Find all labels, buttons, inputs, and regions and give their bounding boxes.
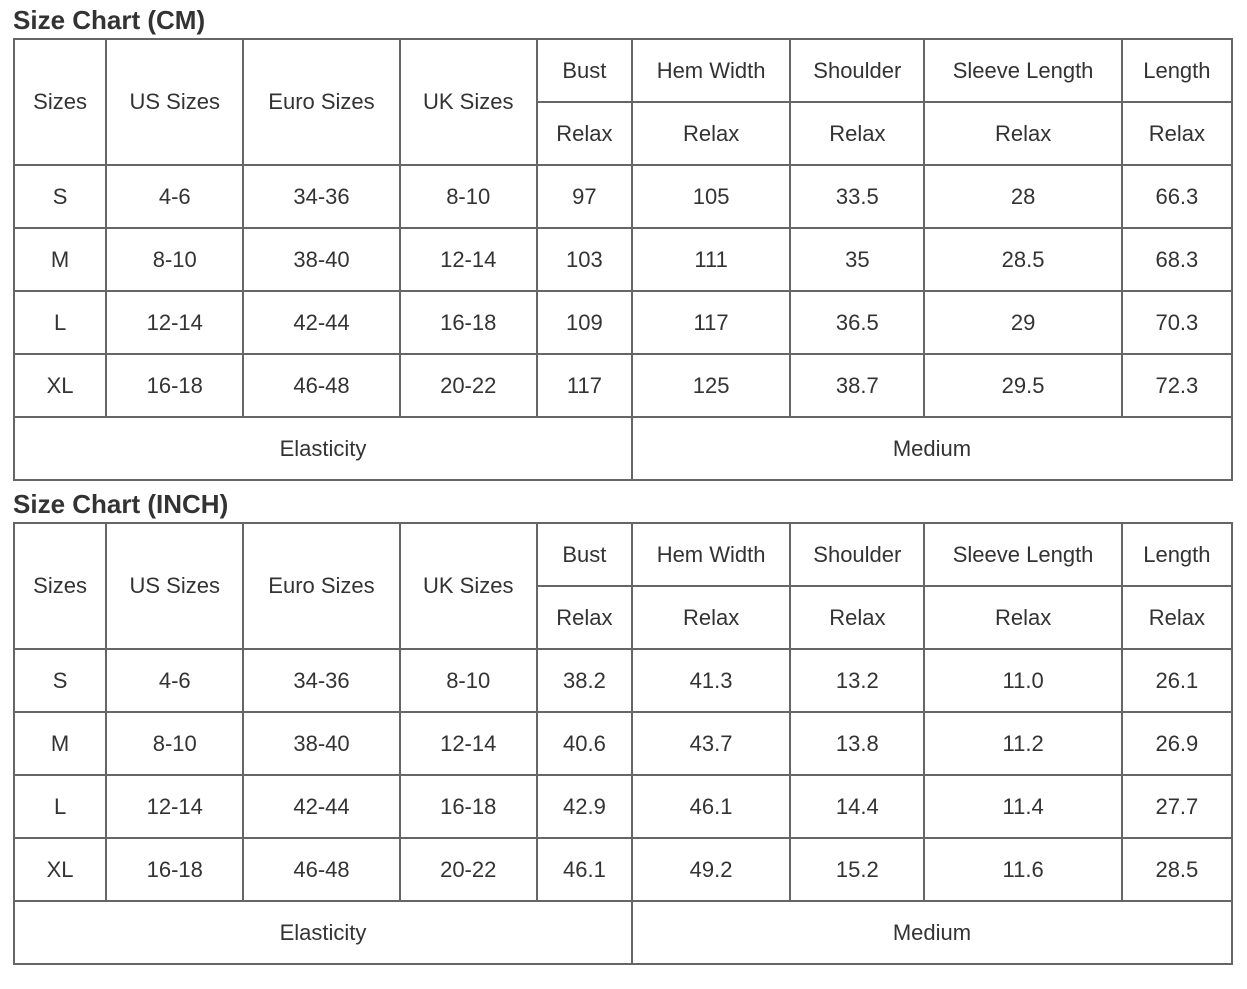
header-sizes: Sizes [15,40,105,164]
header-length: Length [1123,524,1231,585]
table-footer-row [15,418,1231,479]
elasticity-value: Medium [633,902,1231,963]
header-sleeve-length: Sleeve Length [925,40,1120,101]
table-cell: 42-44 [244,776,398,837]
table-cell: 38.7 [791,355,923,416]
subheader-relax: Relax [1123,103,1231,164]
table-cell: 8-10 [107,229,242,290]
subheader-relax: Relax [633,103,789,164]
table-cell: 33.5 [791,166,923,227]
table-cell: 34-36 [244,166,398,227]
table-cell: 38-40 [244,229,398,290]
table-cell: 34-36 [244,650,398,711]
table-cell: 117 [633,292,789,353]
subheader-relax: Relax [791,103,923,164]
table-cell: L [15,776,105,837]
table-cell: 11.0 [925,650,1120,711]
table-cell: 16-18 [107,839,242,900]
table-cell: 27.7 [1123,776,1231,837]
table-cell: S [15,650,105,711]
table-cell: 49.2 [633,839,789,900]
table-cell: 8-10 [401,166,536,227]
header-shoulder: Shoulder [791,524,923,585]
table-row [15,292,1231,353]
size-chart-cm-title: Size Chart (CM) [13,5,206,35]
table-cell: 35 [791,229,923,290]
table-cell: 11.2 [925,713,1120,774]
table-row [15,166,1231,227]
table-header-row [15,524,1231,585]
table-cell: 16-18 [107,355,242,416]
table-cell: 12-14 [401,713,536,774]
table-cell: 26.9 [1123,713,1231,774]
header-sleeve-length: Sleeve Length [925,524,1120,585]
size-chart-inch-table [13,522,1233,965]
size-chart-inch-title: Size Chart (INCH) [13,489,229,519]
elasticity-label: Elasticity [15,902,631,963]
table-cell: 70.3 [1123,292,1231,353]
table-cell: 8-10 [107,713,242,774]
table-row [15,355,1231,416]
subheader-relax: Relax [1123,587,1231,648]
table-cell: 4-6 [107,650,242,711]
table-row [15,650,1231,711]
table-cell: 38-40 [244,713,398,774]
table-cell: 12-14 [107,776,242,837]
header-hem-width: Hem Width [633,40,789,101]
table-cell: 36.5 [791,292,923,353]
table-cell: 16-18 [401,292,536,353]
header-euro-sizes: Euro Sizes [244,40,398,164]
table-cell: 14.4 [791,776,923,837]
subheader-relax: Relax [925,587,1120,648]
table-cell: 125 [633,355,789,416]
table-cell: 41.3 [633,650,789,711]
table-cell: 111 [633,229,789,290]
header-euro-sizes: Euro Sizes [244,524,398,648]
elasticity-label: Elasticity [15,418,631,479]
subheader-relax: Relax [925,103,1120,164]
header-length: Length [1123,40,1231,101]
table-cell: 8-10 [401,650,536,711]
table-cell: 109 [538,292,631,353]
table-cell: 29.5 [925,355,1120,416]
table-cell: 28 [925,166,1120,227]
table-row [15,229,1231,290]
table-row [15,713,1231,774]
table-cell: 4-6 [107,166,242,227]
table-cell: 20-22 [401,839,536,900]
table-cell: 11.6 [925,839,1120,900]
header-bust: Bust [538,524,631,585]
table-cell: 46.1 [538,839,631,900]
table-cell: 117 [538,355,631,416]
table-cell: 46-48 [244,839,398,900]
table-cell: M [15,229,105,290]
table-cell: 68.3 [1123,229,1231,290]
size-chart-cm-table [13,38,1233,481]
table-row [15,839,1231,900]
table-cell: 46.1 [633,776,789,837]
table-cell: L [15,292,105,353]
table-cell: 11.4 [925,776,1120,837]
header-us-sizes: US Sizes [107,524,242,648]
header-shoulder: Shoulder [791,40,923,101]
table-cell: 28.5 [1123,839,1231,900]
table-cell: 29 [925,292,1120,353]
table-cell: 12-14 [107,292,242,353]
elasticity-value: Medium [633,418,1231,479]
subheader-relax: Relax [538,103,631,164]
table-cell: 105 [633,166,789,227]
table-cell: S [15,166,105,227]
table-row [15,776,1231,837]
table-cell: 40.6 [538,713,631,774]
header-hem-width: Hem Width [633,524,789,585]
table-cell: M [15,713,105,774]
header-sizes: Sizes [15,524,105,648]
table-cell: 16-18 [401,776,536,837]
table-cell: 15.2 [791,839,923,900]
table-footer-row [15,902,1231,963]
table-cell: XL [15,355,105,416]
table-cell: 28.5 [925,229,1120,290]
table-cell: 46-48 [244,355,398,416]
table-cell: 13.8 [791,713,923,774]
header-bust: Bust [538,40,631,101]
table-cell: 20-22 [401,355,536,416]
table-cell: 13.2 [791,650,923,711]
table-cell: 66.3 [1123,166,1231,227]
table-cell: XL [15,839,105,900]
table-cell: 97 [538,166,631,227]
table-cell: 26.1 [1123,650,1231,711]
table-cell: 12-14 [401,229,536,290]
subheader-relax: Relax [538,587,631,648]
table-cell: 38.2 [538,650,631,711]
subheader-relax: Relax [633,587,789,648]
header-us-sizes: US Sizes [107,40,242,164]
table-cell: 103 [538,229,631,290]
table-header-row [15,40,1231,101]
header-uk-sizes: UK Sizes [401,524,536,648]
subheader-relax: Relax [791,587,923,648]
header-uk-sizes: UK Sizes [401,40,536,164]
table-cell: 42.9 [538,776,631,837]
table-cell: 42-44 [244,292,398,353]
table-cell: 43.7 [633,713,789,774]
table-cell: 72.3 [1123,355,1231,416]
